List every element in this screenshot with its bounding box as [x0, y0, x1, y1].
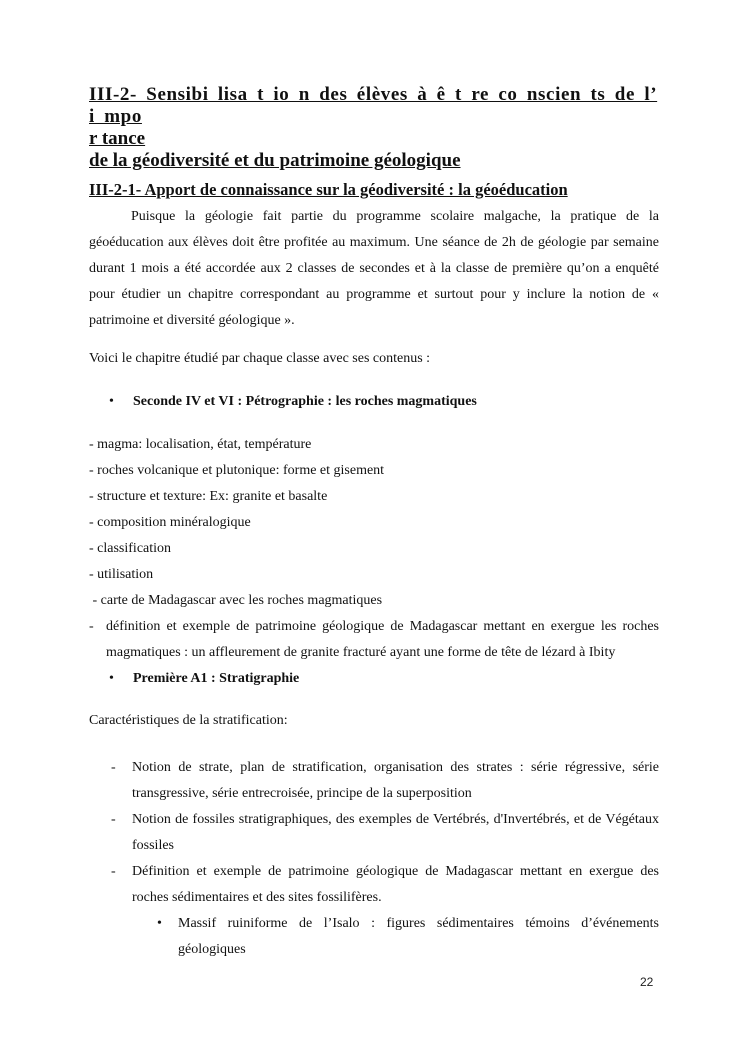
page-number: 22 [640, 975, 654, 989]
heading-line-1: III-2- Sensibi lisa t io n des élèves à ê t re co nscien ts de l’ i mpo [89, 84, 658, 127]
list-item-text: Définition et exemple de patrimoine géologique de Madagascar mettant en exergue des roches sédimentaires et des sites fossilifères. [132, 864, 659, 905]
list-item: - carte de Madagascar avec les roches magmatiques [89, 593, 383, 608]
section-heading [89, 84, 659, 172]
list-item: - magma: localisation, état, température [89, 437, 312, 452]
premiere-title [89, 666, 659, 692]
list-item [89, 614, 659, 666]
intro-paragraph: Puisque la géologie fait partie du programme scolaire malgache, la pratique de la géoéducation aux élèves doit être profitée au maximum. Une séance de 2h de géologie par semaine durant 1 mois a été accordée aux 2 classes de secondes et à la classe de première qu’on a enquêté pour étudier un chapitre correspondant au programme et surtout pour y inclure la notion de « patrimoine et diversité géologique ». [89, 209, 659, 328]
seconde-content-list [89, 432, 659, 666]
heading-line-2: r tance [89, 128, 146, 149]
list-item: - structure et texture: Ex: granite et basalte [89, 489, 328, 504]
list-item-text: Notion de strate, plan de stratification, organisation des strates : série régressive, série transgressive, série entrecroisée, principe de la superposition [132, 760, 659, 801]
subsection-heading: III-2-1- Apport de connaissance sur la géodiversité : la géoéducation [89, 180, 568, 199]
list-item: - classification [89, 541, 172, 556]
bullet-icon: • [109, 671, 114, 686]
sub-list-item [89, 911, 659, 963]
premiere-title-text: Première A1 : Stratigraphie [133, 671, 300, 686]
list-item-text: définition et exemple de patrimoine géologique de Madagascar mettant en exergue les roches magmatiques : un affleurement de granite fracturé ayant une forme de tête de lézard à Ibity [106, 619, 659, 660]
list-item-text: Notion de fossiles stratigraphiques, des exemples de Vertébrés, d'Invertébrés, et de Végétaux fossiles [132, 812, 659, 853]
dash-marker: - [111, 760, 116, 775]
heading-line-3: de la géodiversité et du patrimoine géologique [89, 150, 461, 171]
list-item: - composition minéralogique [89, 515, 251, 530]
bullet-icon: • [157, 916, 162, 931]
sub-list-item-text: Massif ruiniforme de l’Isalo : figures sédimentaires témoins d’événements géologiques [178, 916, 659, 957]
list-item: - utilisation [89, 567, 154, 582]
document-page [89, 84, 659, 963]
dash-marker: - [111, 864, 116, 879]
seconde-title [89, 389, 659, 415]
bullet-icon: • [109, 394, 114, 409]
chapter-intro: Voici le chapitre étudié par chaque classe avec ses contenus : [89, 351, 431, 366]
list-item [89, 807, 659, 859]
list-item [89, 755, 659, 807]
list-item [89, 859, 659, 911]
list-item: - roches volcanique et plutonique: forme et gisement [89, 463, 385, 478]
premiere-content-list [89, 755, 659, 963]
dash-marker: - [111, 812, 116, 827]
stratification-caption: Caractéristiques de la stratification: [89, 713, 288, 728]
seconde-title-text: Seconde IV et VI : Pétrographie : les roches magmatiques [133, 394, 477, 409]
dash-marker: - [89, 619, 94, 634]
